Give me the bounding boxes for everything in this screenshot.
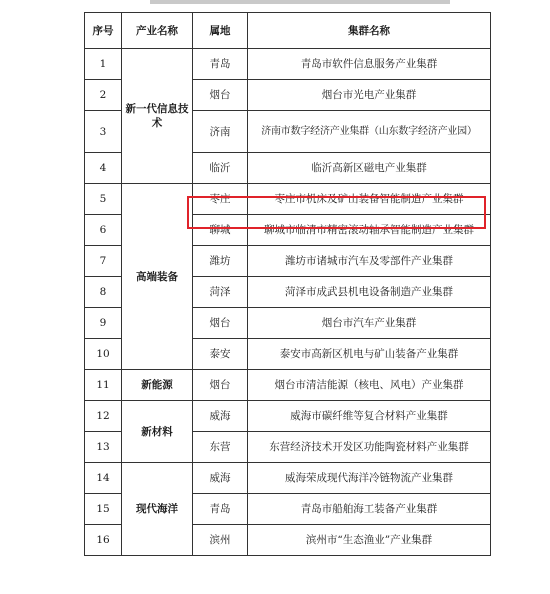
row-number: 7 [85,246,122,277]
industry-cell: 新材料 [122,401,193,463]
row-number: 3 [85,111,122,153]
cluster-name-cell: 枣庄市机床及矿山装备智能制造产业集群 [248,184,491,215]
industry-cell: 新能源 [122,370,193,401]
location-cell: 聊城 [193,215,248,246]
industry-cell: 新一代信息技术 [122,49,193,184]
row-number: 12 [85,401,122,432]
industry-cell: 现代海洋 [122,463,193,556]
header-row [85,13,491,49]
location-cell: 威海 [193,463,248,494]
cluster-name-cell: 青岛市软件信息服务产业集群 [248,49,491,80]
row-number: 9 [85,308,122,339]
row-number: 5 [85,184,122,215]
row-number: 6 [85,215,122,246]
cluster-name-cell: 东营经济技术开发区功能陶瓷材料产业集群 [248,432,491,463]
industry-cell: 高端装备 [122,184,193,370]
location-cell: 潍坊 [193,246,248,277]
header-industry: 产业名称 [122,13,193,49]
row-number: 16 [85,525,122,556]
row-number: 4 [85,153,122,184]
header-cluster: 集群名称 [248,13,491,49]
cluster-name-cell: 威海市碳纤维等复合材料产业集群 [248,401,491,432]
location-cell: 济南 [193,111,248,153]
cluster-name-cell: 烟台市光电产业集群 [248,80,491,111]
table-row [85,370,491,401]
location-cell: 泰安 [193,339,248,370]
location-cell: 烟台 [193,80,248,111]
location-cell: 枣庄 [193,184,248,215]
row-number: 1 [85,49,122,80]
row-number: 14 [85,463,122,494]
row-number: 11 [85,370,122,401]
header-location: 属地 [193,13,248,49]
row-number: 8 [85,277,122,308]
location-cell: 菏泽 [193,277,248,308]
row-number: 15 [85,494,122,525]
location-cell: 青岛 [193,49,248,80]
cluster-name-cell: 青岛市船舶海工装备产业集群 [248,494,491,525]
cluster-name-cell: 滨州市“生态渔业”产业集群 [248,525,491,556]
cluster-name-cell: 聊城市临清市精密滚动轴承智能制造产业集群 [248,215,491,246]
cluster-name-cell: 济南市数字经济产业集群（山东数字经济产业园） [248,111,491,153]
location-cell: 烟台 [193,308,248,339]
cluster-name-cell: 泰安市高新区机电与矿山装备产业集群 [248,339,491,370]
cluster-name-cell: 烟台市清洁能源（核电、风电）产业集群 [248,370,491,401]
cluster-name-cell: 潍坊市诸城市汽车及零部件产业集群 [248,246,491,277]
row-number: 13 [85,432,122,463]
table-row [85,184,491,215]
cluster-table [84,12,491,556]
location-cell: 东营 [193,432,248,463]
table-row [85,49,491,80]
location-cell: 临沂 [193,153,248,184]
cluster-name-cell: 威海荣成现代海洋冷链物流产业集群 [248,463,491,494]
cluster-name-cell: 烟台市汽车产业集群 [248,308,491,339]
location-cell: 烟台 [193,370,248,401]
location-cell: 威海 [193,401,248,432]
row-number: 10 [85,339,122,370]
cropped-title-strip [150,0,450,4]
header-no: 序号 [85,13,122,49]
row-number: 2 [85,80,122,111]
location-cell: 青岛 [193,494,248,525]
cluster-name-cell: 临沂高新区磁电产业集群 [248,153,491,184]
cluster-name-cell: 菏泽市成武县机电设备制造产业集群 [248,277,491,308]
table-row [85,401,491,432]
location-cell: 滨州 [193,525,248,556]
table-row [85,463,491,494]
